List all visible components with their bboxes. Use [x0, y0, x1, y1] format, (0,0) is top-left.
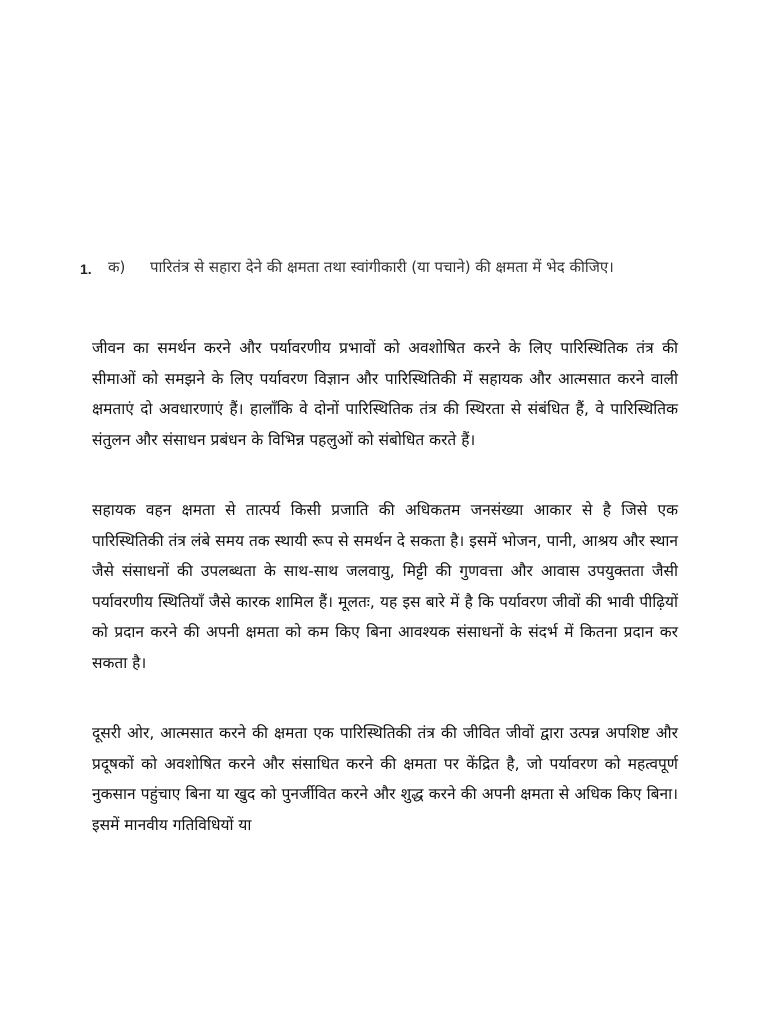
question-sub-label: क) [108, 258, 126, 276]
answer-paragraph-3: दूसरी ओर, आत्मसात करने की क्षमता एक पारिस्थितिकी तंत्र की जीवित जीवों द्वारा उत्पन्न अपशिष्ट और प्रदूषकों को अवशोषित करने और संसाधित करने की क्षमता पर केंद्रित है, जो पर्यावरण को महत्वपूर्ण नुकसान पहुंचाए बिना या खुद को पुनर्जीवित करने और शुद्ध करने की अपनी क्षमता से अधिक किए बिना। इसमें मानवीय गतिविधियों या [92, 724, 678, 834]
question-text: पारितंत्र से सहारा देने की क्षमता तथा स्वांगीकारी (या पचाने) की क्षमता में भेद कीजिए। [150, 258, 614, 276]
answer-body [92, 333, 678, 880]
question-number: 1. [80, 261, 92, 277]
answer-paragraph-1: जीवन का समर्थन करने और पर्यावरणीय प्रभावों को अवशोषित करने के लिए पारिस्थितिक तंत्र की सीमाओं को समझने के लिए पर्यावरण विज्ञान और पारिस्थितिकी में सहायक और आत्मसात करने वाली क्षमताएं दो अवधारणाएं हैं। हालाँकि वे दोनों पारिस्थितिक तंत्र की स्थिरता से संबंधित हैं, वे पारिस्थितिक संतुलन और संसाधन प्रबंधन के विभिन्न पहलुओं को संबोधित करते हैं। [92, 339, 678, 449]
answer-paragraph-2: सहायक वहन क्षमता से तात्पर्य किसी प्रजाति की अधिकतम जनसंख्या आकार से है जिसे एक पारिस्थितिकी तंत्र लंबे समय तक स्थायी रूप से समर्थन दे सकता है। इसमें भोजन, पानी, आश्रय और स्थान जैसे संसाधनों की उपलब्धता के साथ-साथ जलवायु, मिट्टी की गुणवत्ता और आवास उपयुक्तता जैसी पर्यावरणीय स्थितियाँ जैसे कारक शामिल हैं। मूलतः, यह इस बारे में है कि पर्यावरण जीवों की भावी पीढ़ियों को प्रदान करने की अपनी क्षमता को कम किए बिना आवश्यक संसाधनों के संदर्भ में कितना प्रदान कर सकता है। [92, 501, 678, 672]
